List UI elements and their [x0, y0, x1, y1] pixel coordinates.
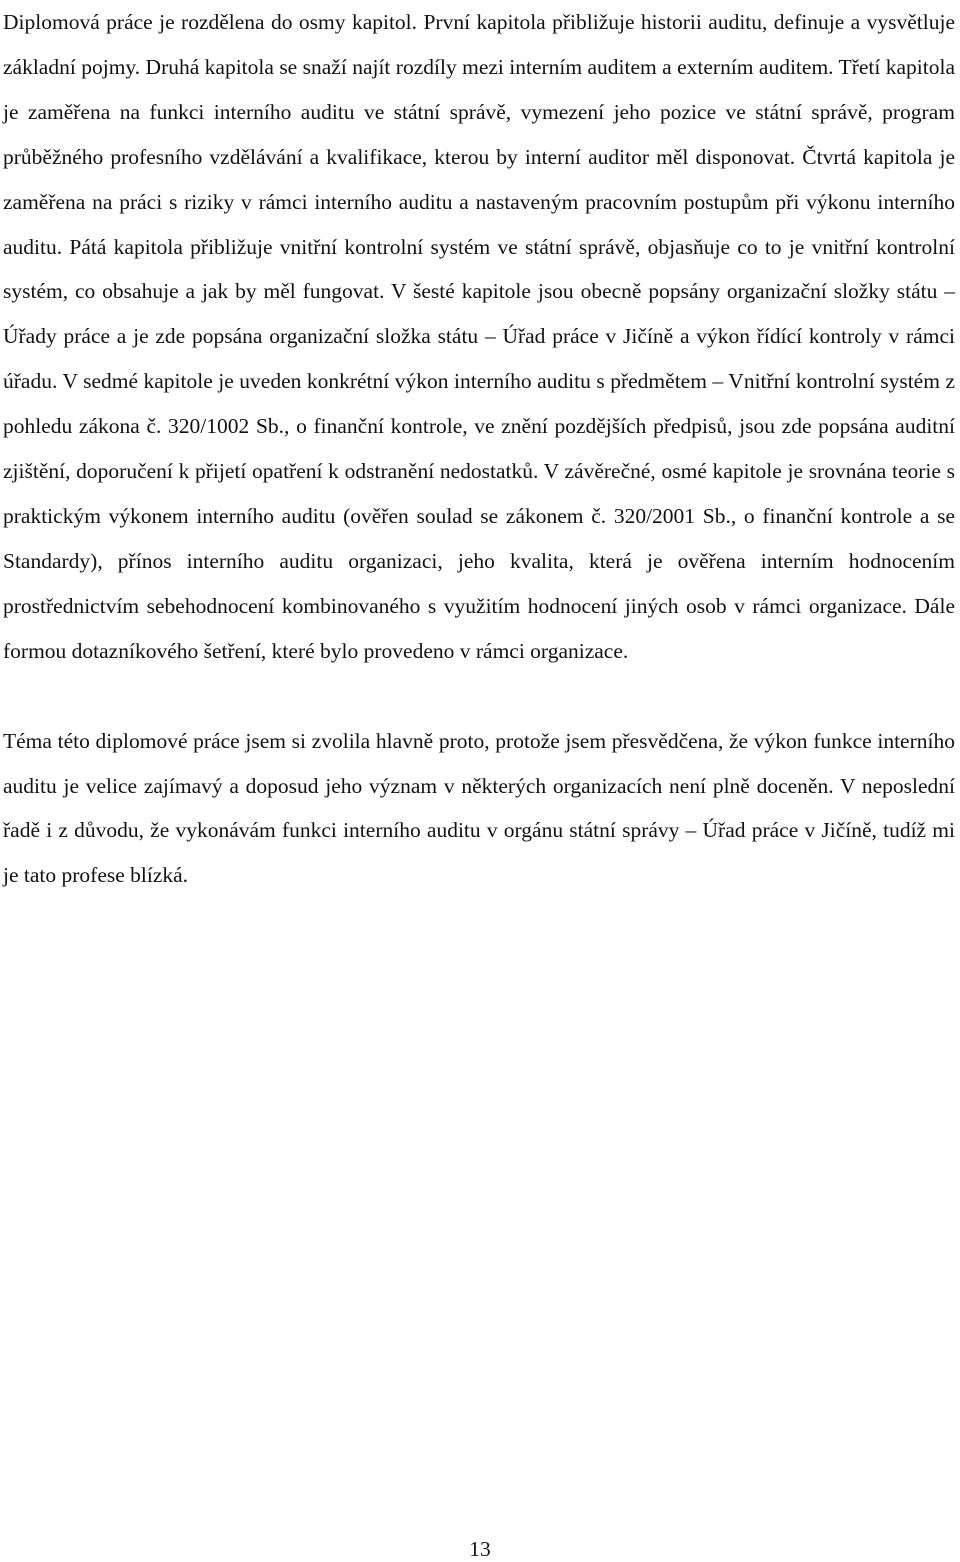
paragraph-topic-motivation: Téma této diplomové práce jsem si zvolila hlavně proto, protože jsem přesvědčena, že výkon funkce interního auditu je velice zajímavý a doposud jeho význam v některých organizacích není plně doceněn. V neposlední řadě i z důvodu, že vykonávám funkci interního auditu v orgánu státní správy – Úřad práce v Jičíně, tudíž mi je tato profese blízká.	[3, 728, 955, 888]
paragraph-spacer	[3, 674, 955, 719]
paragraph-chapter-overview: Diplomová práce je rozdělena do osmy kapitol. První kapitola přibližuje historii auditu, definuje a vysvětluje základní pojmy. Druhá kapitola se snaží najít rozdíly mezi interním auditem a externím auditem. Třetí kapitola je zaměřena na funkci interního auditu ve státní správě, vymezení jeho pozice ve státní správě, program průběžného profesního vzdělávání a kvalifikace, kterou by interní auditor měl disponovat. Čtvrtá kapitola je zaměřena na práci s riziky v rámci interního auditu a nastaveným pracovním postupům při výkonu interního auditu. Pátá kapitola přibližuje vnitřní kontrolní systém ve státní správě, objasňuje co to je vnitřní kontrolní systém, co obsahuje a jak by měl fungovat. V šesté kapitole jsou obecně popsány organizační složky státu – Úřady práce a je zde popsána organizační složka státu – Úřad práce v Jičíně a výkon řídící kontroly v rámci úřadu. V sedmé kapitole je uveden konkrétní výkon interního auditu s předmětem – Vnitřní kontrolní systém z pohledu zákona č. 320/1002 Sb., o finanční kontrole, ve znění pozdějších předpisů, jsou zde popsána auditní zjištění, doporučení k přijetí opatření k odstranění nedostatků. V závěrečné, osmé kapitole je srovnána teorie s praktickým výkonem interního auditu (ověřen soulad se zákonem č. 320/2001 Sb., o finanční kontrole a se Standardy), přínos interního auditu organizaci, jeho kvalita, která je ověřena interním hodnocením prostřednictvím sebehodnocení kombinovaného s využitím hodnocení jiných osob v rámci organizace. Dále formou dotazníkového šetření, které bylo provedeno v rámci organizace.	[3, 10, 955, 663]
document-body	[3, 0, 955, 898]
page-number: 13	[469, 1537, 491, 1561]
